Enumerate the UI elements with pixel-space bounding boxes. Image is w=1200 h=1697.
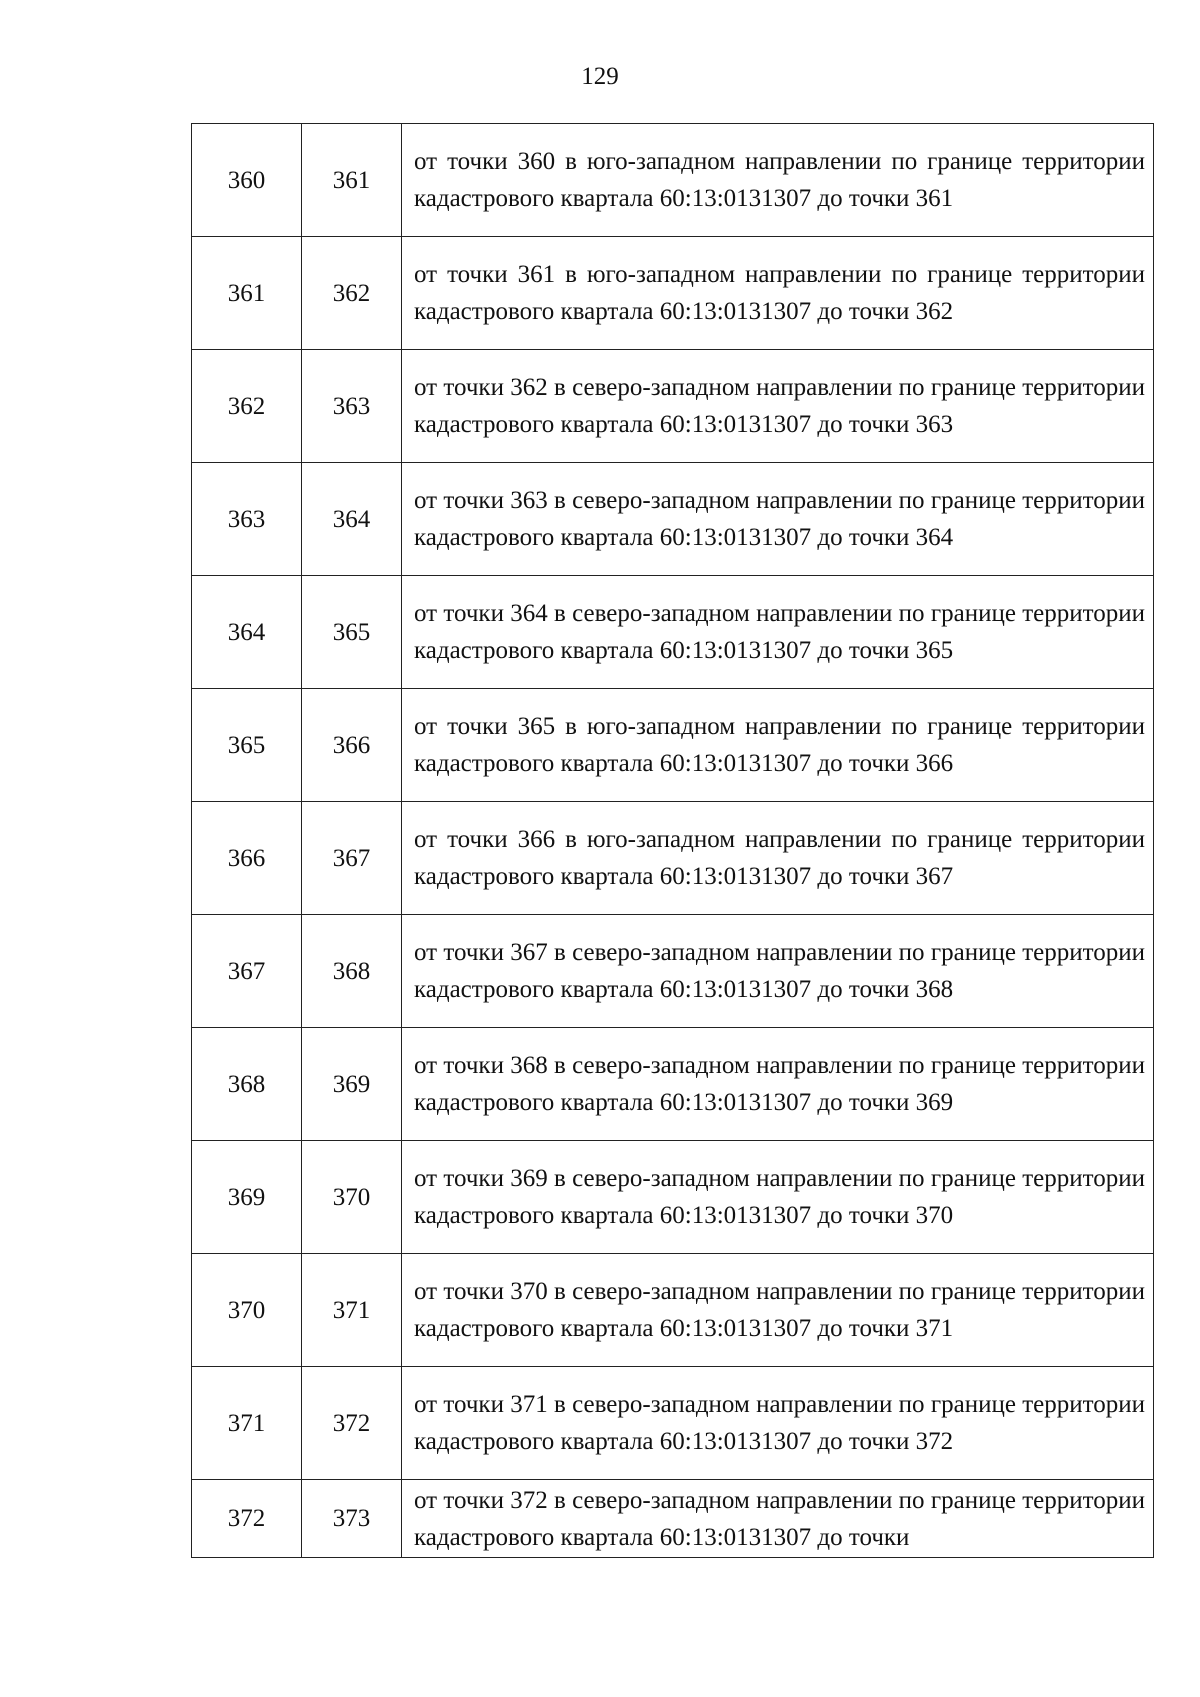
- table-row: [192, 802, 1154, 915]
- table-row: [192, 915, 1154, 1028]
- table-row: [192, 689, 1154, 802]
- description-cell: [402, 1480, 1154, 1558]
- to-point-cell: 373: [302, 1480, 402, 1558]
- from-point-cell: 366: [192, 802, 302, 915]
- to-point-cell: 368: [302, 915, 402, 1028]
- page-number: 129: [581, 63, 619, 90]
- to-point-cell: 365: [302, 576, 402, 689]
- from-point-cell: 361: [192, 237, 302, 350]
- from-point-cell: 372: [192, 1480, 302, 1558]
- to-point-cell: 372: [302, 1367, 402, 1480]
- to-point-cell: 362: [302, 237, 402, 350]
- description-cell: от точки 362 в северо-западном направлении по границе территории кадастрового квартала 60:13:0131307 до точки 363: [402, 350, 1154, 463]
- to-point-cell: 367: [302, 802, 402, 915]
- boundary-table: [191, 123, 1154, 1558]
- table-row: [192, 1480, 1154, 1558]
- table-row: [192, 124, 1154, 237]
- from-point-cell: 364: [192, 576, 302, 689]
- table-row: [192, 576, 1154, 689]
- from-point-cell: 360: [192, 124, 302, 237]
- from-point-cell: 367: [192, 915, 302, 1028]
- to-point-cell: 371: [302, 1254, 402, 1367]
- description-text: от точки 372 в северо-западном направлении по границе территории кадастрового квартала 60:13:0131307 до точки: [414, 1486, 1145, 1551]
- description-cell: от точки 364 в северо-западном направлении по границе территории кадастрового квартала 60:13:0131307 до точки 365: [402, 576, 1154, 689]
- description-cell: от точки 368 в северо-западном направлении по границе территории кадастрового квартала 60:13:0131307 до точки 369: [402, 1028, 1154, 1141]
- to-point-cell: 366: [302, 689, 402, 802]
- description-cell: от точки 360 в юго-западном направлении по границе территории кадастрового квартала 60:13:0131307 до точки 361: [402, 124, 1154, 237]
- from-point-cell: 365: [192, 689, 302, 802]
- description-cell: от точки 370 в северо-западном направлении по границе территории кадастрового квартала 60:13:0131307 до точки 371: [402, 1254, 1154, 1367]
- description-cell: от точки 371 в северо-западном направлении по границе территории кадастрового квартала 60:13:0131307 до точки 372: [402, 1367, 1154, 1480]
- to-point-cell: 370: [302, 1141, 402, 1254]
- to-point-cell: 364: [302, 463, 402, 576]
- to-point-cell: 361: [302, 124, 402, 237]
- description-cell: от точки 367 в северо-западном направлении по границе территории кадастрового квартала 60:13:0131307 до точки 368: [402, 915, 1154, 1028]
- from-point-cell: 363: [192, 463, 302, 576]
- description-cell: от точки 369 в северо-западном направлении по границе территории кадастрового квартала 60:13:0131307 до точки 370: [402, 1141, 1154, 1254]
- from-point-cell: 368: [192, 1028, 302, 1141]
- description-cell: от точки 365 в юго-западном направлении по границе территории кадастрового квартала 60:13:0131307 до точки 366: [402, 689, 1154, 802]
- from-point-cell: 369: [192, 1141, 302, 1254]
- from-point-cell: 371: [192, 1367, 302, 1480]
- table-row: [192, 237, 1154, 350]
- from-point-cell: 362: [192, 350, 302, 463]
- table-row: [192, 1367, 1154, 1480]
- table-row: [192, 1254, 1154, 1367]
- to-point-cell: 363: [302, 350, 402, 463]
- table-row: [192, 1028, 1154, 1141]
- description-cell: от точки 361 в юго-западном направлении по границе территории кадастрового квартала 60:13:0131307 до точки 362: [402, 237, 1154, 350]
- to-point-cell: 369: [302, 1028, 402, 1141]
- description-cell: от точки 363 в северо-западном направлении по границе территории кадастрового квартала 60:13:0131307 до точки 364: [402, 463, 1154, 576]
- from-point-cell: 370: [192, 1254, 302, 1367]
- table-row: [192, 1141, 1154, 1254]
- table-row: [192, 463, 1154, 576]
- description-cell: от точки 366 в юго-западном направлении по границе территории кадастрового квартала 60:13:0131307 до точки 367: [402, 802, 1154, 915]
- table-row: [192, 350, 1154, 463]
